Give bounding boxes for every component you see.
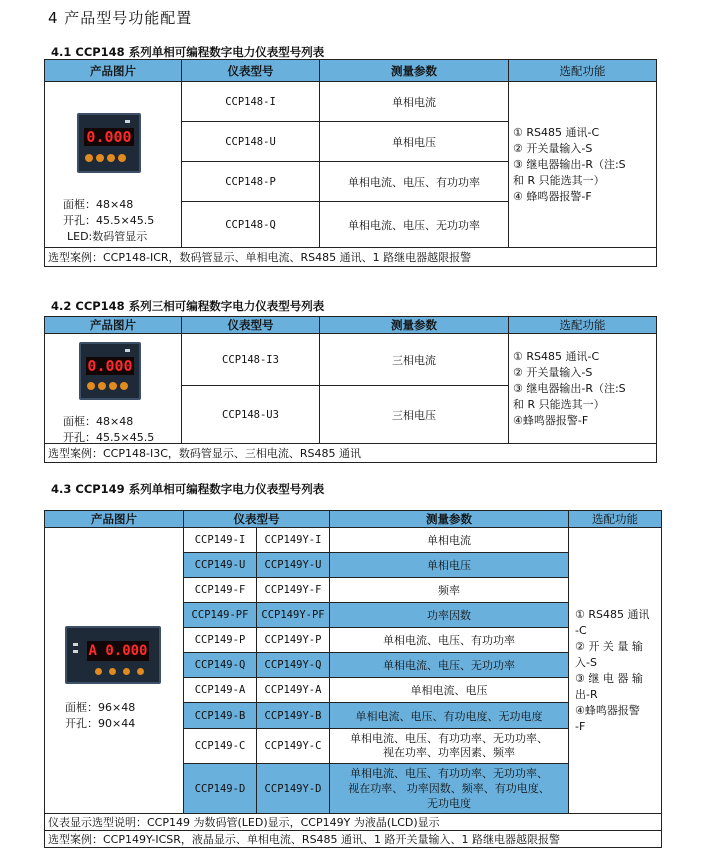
params-cell: 单相电流 bbox=[330, 528, 569, 553]
spec-cutout: 开孔：45.5×45.5 bbox=[63, 431, 155, 444]
model-y-cell: CCP149Y-U bbox=[257, 553, 330, 578]
params-cell: 三相电压 bbox=[320, 386, 509, 444]
col-header-functions: 选配功能 bbox=[509, 317, 657, 334]
col-header-functions: 选配功能 bbox=[569, 511, 662, 528]
model-cell: CCP148-Q bbox=[182, 202, 320, 248]
model-y-cell: CCP149Y-I bbox=[257, 528, 330, 553]
table2-title: 4.2 CCP148 系列三相可编程数字电力仪表型号列表 bbox=[51, 299, 325, 313]
params-cell: 单相电流、电压、无功功率 bbox=[320, 202, 509, 248]
table1-title: 4.1 CCP148 系列单相可编程数字电力仪表型号列表 bbox=[51, 45, 325, 59]
functions-cell: ① RS485 通讯 -C ② 开 关 量 输 入-S ③ 继 电 器 输 出-R ④蜂鸣器报警 -F bbox=[569, 528, 662, 814]
spec-frame: 面框：48×48 bbox=[63, 415, 134, 428]
model-y-cell: CCP149Y-P bbox=[257, 628, 330, 653]
col-header-params: 测量参数 bbox=[320, 60, 509, 82]
selection-example: 选型案例：CCP149Y-ICSR，液晶显示、单相电流、RS485 通讯、1 路开关量输入、1 路继电器越限报警 bbox=[45, 831, 662, 848]
model-cell: CCP149-D bbox=[184, 764, 257, 814]
model-cell: CCP149-U bbox=[184, 553, 257, 578]
spec-cutout: 开孔：90×44 bbox=[65, 717, 136, 730]
meter-display: 0.000 bbox=[87, 357, 133, 375]
params-cell: 单相电压 bbox=[320, 122, 509, 162]
model-cell: CCP149-A bbox=[184, 678, 257, 703]
model-y-cell: CCP149Y-B bbox=[257, 703, 330, 729]
model-cell: CCP148-P bbox=[182, 162, 320, 202]
spec-display: LED:数码管显示 bbox=[67, 230, 148, 243]
model-cell: CCP149-B bbox=[184, 703, 257, 729]
spec-frame: 面框：96×48 bbox=[65, 701, 136, 714]
model-y-cell: CCP149Y-F bbox=[257, 578, 330, 603]
model-y-cell: CCP149Y-C bbox=[257, 729, 330, 764]
product-image-cell bbox=[45, 82, 182, 248]
spec-cutout: 开孔：45.5×45.5 bbox=[63, 214, 155, 227]
params-cell: 功率因数 bbox=[330, 603, 569, 628]
section-title: 4 产品型号功能配置 bbox=[48, 9, 193, 27]
params-cell: 单相电流、电压、有功电度、无功电度 bbox=[330, 703, 569, 729]
col-header-image: 产品图片 bbox=[45, 511, 184, 528]
functions-cell: ① RS485 通讯-C ② 开关量输入-S ③ 继电器输出-R（注:S 和 R 只能选其一） ④ 蜂鸣器报警-F bbox=[509, 82, 657, 248]
meter-display: 0.000 bbox=[84, 128, 134, 146]
table1 bbox=[44, 59, 657, 267]
model-y-cell: CCP149Y-D bbox=[257, 764, 330, 814]
selection-example: 选型案例：CCP148-I3C，数码管显示、三相电流、RS485 通讯 bbox=[45, 444, 657, 463]
model-cell: CCP148-I3 bbox=[182, 334, 320, 386]
model-y-cell: CCP149Y-Q bbox=[257, 653, 330, 678]
model-y-cell: CCP149Y-PF bbox=[257, 603, 330, 628]
table3-title: 4.3 CCP149 系列单相可编程数字电力仪表型号列表 bbox=[51, 482, 325, 496]
meter-image bbox=[77, 113, 141, 173]
model-cell: CCP148-U3 bbox=[182, 386, 320, 444]
model-y-cell: CCP149Y-A bbox=[257, 678, 330, 703]
table3 bbox=[44, 510, 662, 848]
model-cell: CCP149-C bbox=[184, 729, 257, 764]
model-cell: CCP149-P bbox=[184, 628, 257, 653]
meter-display: A 0.000 bbox=[88, 643, 148, 659]
meter-image bbox=[65, 626, 161, 684]
params-cell: 单相电流、电压、无功功率 bbox=[330, 653, 569, 678]
params-cell: 单相电流、电压、有功功率 bbox=[320, 162, 509, 202]
display-note: 仪表显示选型说明：CCP149 为数码管(LED)显示，CCP149Y 为液晶(LCD)显示 bbox=[45, 814, 662, 831]
model-cell: CCP148-U bbox=[182, 122, 320, 162]
params-cell: 三相电流 bbox=[320, 334, 509, 386]
spec-frame: 面框：48×48 bbox=[63, 198, 134, 211]
col-header-functions: 选配功能 bbox=[509, 60, 657, 82]
meter-image bbox=[79, 342, 141, 400]
params-cell: 单相电流、电压、有功功率、无功功率、 视在功率、 功率因数、频率、有功电度、 无功电度 bbox=[330, 764, 569, 814]
params-cell: 单相电流、电压、有功功率 bbox=[330, 628, 569, 653]
table2 bbox=[44, 316, 657, 463]
params-cell: 单相电流、电压 bbox=[330, 678, 569, 703]
col-header-params: 测量参数 bbox=[330, 511, 569, 528]
col-header-image: 产品图片 bbox=[45, 60, 182, 82]
params-cell: 单相电压 bbox=[330, 553, 569, 578]
col-header-model: 仪表型号 bbox=[182, 60, 320, 82]
model-cell: CCP149-Q bbox=[184, 653, 257, 678]
model-cell: CCP149-PF bbox=[184, 603, 257, 628]
product-image-cell bbox=[45, 528, 184, 814]
col-header-params: 测量参数 bbox=[320, 317, 509, 334]
model-cell: CCP149-F bbox=[184, 578, 257, 603]
col-header-model: 仪表型号 bbox=[182, 317, 320, 334]
params-cell: 频率 bbox=[330, 578, 569, 603]
functions-cell: ① RS485 通讯-C ② 开关量输入-S ③ 继电器输出-R（注:S 和 R 只能选其一） ④蜂鸣器报警-F bbox=[509, 334, 657, 444]
col-header-model: 仪表型号 bbox=[184, 511, 330, 528]
params-cell: 单相电流 bbox=[320, 82, 509, 122]
selection-example: 选型案例：CCP148-ICR，数码管显示、单相电流、RS485 通讯、1 路继电器越限报警 bbox=[45, 248, 657, 267]
model-cell: CCP148-I bbox=[182, 82, 320, 122]
params-cell: 单相电流、电压、有功功率、无功功率、 视在功率、功率因素、频率 bbox=[330, 729, 569, 764]
col-header-image: 产品图片 bbox=[45, 317, 182, 334]
model-cell: CCP149-I bbox=[184, 528, 257, 553]
product-image-cell bbox=[45, 334, 182, 444]
